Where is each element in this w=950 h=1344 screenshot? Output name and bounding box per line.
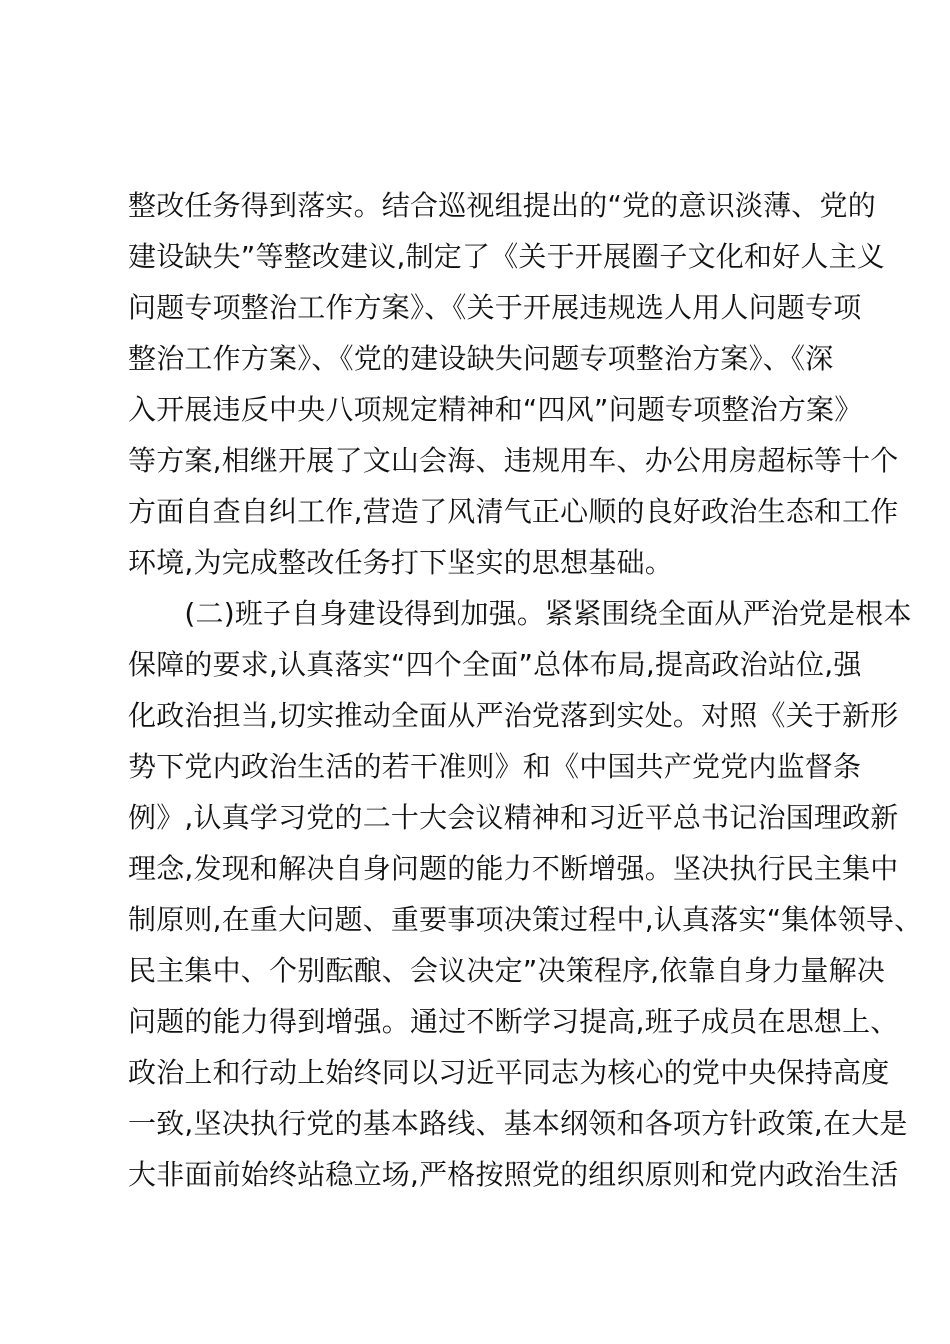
section-heading-line: (二)班子自身建设得到加强。紧紧围绕全面从严治党是根本 (128, 597, 912, 630)
text-line: 问题专项整治工作方案》、《关于开展违规选人用人问题专项 (128, 291, 862, 324)
text-line: 整治工作方案》、《党的建设缺失问题专项整治方案》、《深 (128, 342, 834, 375)
text-line: 民主集中、个别酝酿、会议决定”决策程序,依靠自身力量解决 (128, 954, 886, 987)
text-line: 化政治担当,切实推动全面从严治党落到实处。对照《关于新形 (128, 699, 899, 732)
text-line: 政治上和行动上始终同以习近平同志为核心的党中央保持高度 (128, 1056, 890, 1089)
text-line: 入开展违反中央八项规定精神和“四风”问题专项整治方案》 (128, 393, 863, 426)
text-line: 理念,发现和解决自身问题的能力不断增强。坚决执行民主集中 (128, 852, 899, 885)
text-line: 等方案,相继开展了文山会海、违规用车、办公用房超标等十个 (128, 444, 899, 477)
text-line: 保障的要求,认真落实“四个全面”总体布局,提高政治站位,强 (128, 648, 862, 681)
text-line: 建设缺失”等整改建议,制定了《关于开展圈子文化和好人主义 (128, 240, 886, 273)
text-line: 制原则,在重大问题、重要事项决策过程中,认真落实“集体领导、 (128, 903, 923, 936)
body-text (128, 180, 923, 1200)
text-line: 例》,认真学习党的二十大会议精神和习近平总书记治国理政新 (128, 801, 899, 834)
text-line: 方面自查自纠工作,营造了风清气正心顺的良好政治生态和工作 (128, 495, 899, 528)
text-line: 环境,为完成整改任务打下坚实的思想基础。 (128, 546, 673, 579)
text-line: 整改任务得到落实。结合巡视组提出的“党的意识淡薄、党的 (128, 189, 876, 222)
text-line: 大非面前始终站稳立场,严格按照党的组织原则和党内政治生活 (128, 1158, 899, 1191)
text-line: 势下党内政治生活的若干准则》和《中国共产党党内监督条 (128, 750, 862, 783)
text-line: 一致,坚决执行党的基本路线、基本纲领和各项方针政策,在大是 (128, 1107, 908, 1140)
text-line: 问题的能力得到增强。通过不断学习提高,班子成员在思想上、 (128, 1005, 899, 1038)
